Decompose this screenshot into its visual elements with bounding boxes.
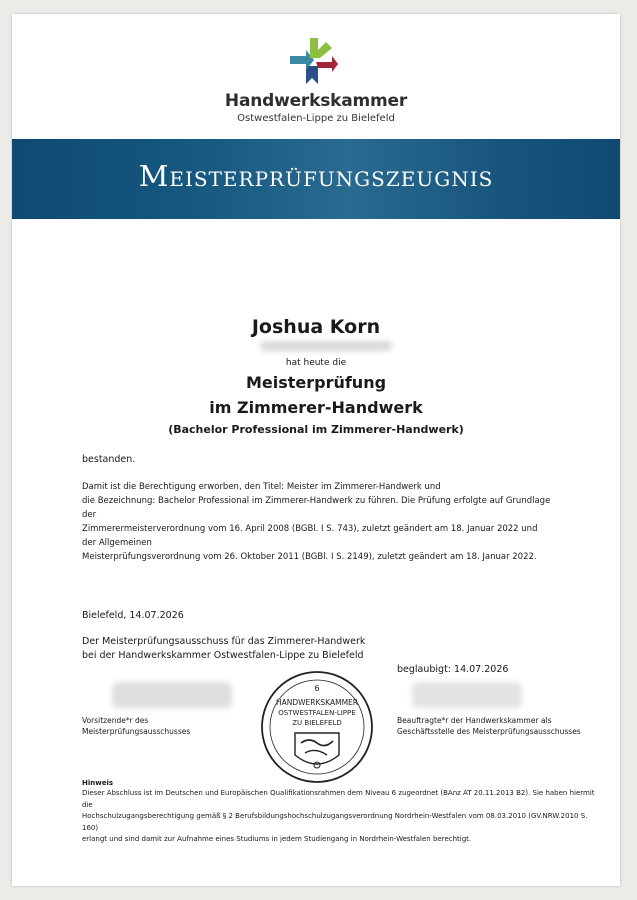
hint-line: Dieser Abschluss ist im Deutschen und Europäischen Qualifikationsrahmen dem Niveau 6 zugeordnet (BAnz AT 20.11.2013 B2). Sie haben hiermit die: [82, 789, 595, 809]
place-date: Bielefeld, 14.07.2026: [82, 610, 184, 621]
exam-title-line3: (Bachelor Professional im Zimmerer-Handwerk): [168, 423, 464, 436]
paragraph-line: Zimmerermeisterverordnung vom 16. April 2008 (BGBl. I S. 743), zuletzt geändert am 18. Januar 2022 und der Allgemeinen: [82, 524, 538, 548]
intro-text: hat heute die: [285, 358, 347, 368]
passed-text: bestanden.: [82, 454, 136, 465]
right-signatory-line2: Geschäftsstelle des Meisterprüfungsausschusses: [397, 727, 581, 736]
seal-line3: ZU BIELEFELD: [292, 719, 342, 727]
recipient-name: Joshua Korn: [251, 316, 381, 338]
committee-line1: Der Meisterprüfungsausschuss für das Zimmerer-Handwerk: [82, 636, 366, 647]
certified-date: beglaubigt: 14.07.2026: [397, 664, 509, 675]
org-name: Handwerkskammer: [224, 91, 408, 111]
seal-line1: HANDWERKSKAMMER: [275, 698, 359, 707]
certificate-sheet: [12, 14, 620, 886]
official-seal: [259, 669, 375, 785]
left-signature: [112, 682, 232, 708]
seal-number: 6: [314, 684, 320, 693]
right-signatory-line1: Beauftragte*r der Handwerkskammer als: [397, 716, 552, 725]
hint-line: Hochschulzugangsberechtigung gemäß § 2 Berufsbildungshochschulzugangsverordnung Nordrhein-Westfalen vom 08.03.2010 (GV.NRW.2010 S. 160): [82, 812, 588, 832]
title-band: [12, 139, 620, 219]
left-signatory-line2: Meisterprüfungsausschusses: [82, 727, 191, 736]
handwerkskammer-logo-icon: [288, 36, 338, 86]
org-subtitle: Ostwestfalen-Lippe zu Bielefeld: [237, 113, 395, 124]
seal-line2: OSTWESTFALEN-LIPPE: [278, 709, 356, 717]
exam-title-line2: im Zimmerer-Handwerk: [209, 398, 423, 417]
left-signatory-line1: Vorsitzende*r des: [82, 716, 149, 725]
legal-paragraph: [82, 480, 552, 564]
hint-title: Hinweis: [82, 779, 114, 787]
exam-title-line1: Meisterprüfung: [245, 373, 387, 392]
redacted-birth-info: [260, 341, 392, 351]
right-signature: [412, 682, 522, 708]
committee-line2: bei der Handwerkskammer Ostwestfalen-Lippe zu Bielefeld: [82, 650, 364, 661]
paragraph-line: Meisterprüfungsverordnung vom 26. Oktober 2011 (BGBl. I S. 2149), zuletzt geändert am 18. Januar 2022.: [82, 552, 537, 562]
document-title: Meisterprüfungszeugnis: [138, 159, 494, 193]
paragraph-line: die Bezeichnung: Bachelor Professional im Zimmerer-Handwerk zu führen. Die Prüfung erfolgte auf Grundlage der: [82, 496, 551, 520]
paragraph-line: Damit ist die Berechtigung erworben, den Titel: Meister im Zimmerer-Handwerk und: [82, 482, 441, 492]
hint-body: [82, 788, 602, 846]
hint-line: erlangt und sind damit zur Aufnahme eines Studiums in jedem Studiengang in Nordrhein-Westfalen berechtigt.: [82, 835, 472, 843]
